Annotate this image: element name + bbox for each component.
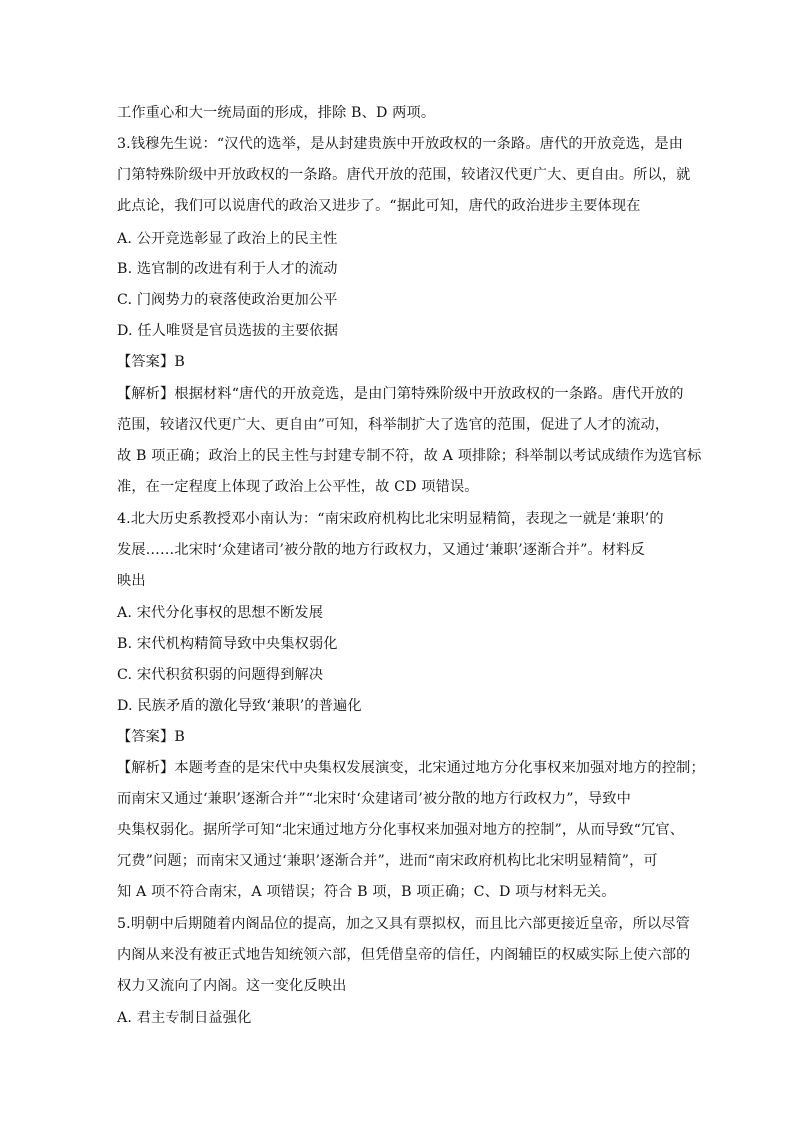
question-3-stem: 3.钱穆先生说：“汉代的选举，是从封建贵族中开放政权的一条路。唐代的开放竞选，是由 (117, 136, 684, 152)
answer-label: 【答案】B (117, 354, 185, 370)
text-line: 知 A 项不符合南宋，A 项错误；符合 B 项，B 项正确；C、D 项与材料无关。 (117, 884, 616, 900)
option-a: A. 公开竞选彰显了政治上的民主性 (117, 231, 338, 247)
analysis-text: 【解析】根据材料“唐代的开放竞选，是由门第特殊阶级中开放政权的一条路。唐代开放的 (117, 386, 684, 402)
question-5-stem: 5.明朝中后期随着内阁品位的提高，加之又具有票拟权，而且比六部更接近皇帝，所以尽管 (117, 916, 691, 932)
text-line: 映出 (117, 573, 146, 589)
option-d: D. 任人唯贤是官员选拔的主要依据 (117, 323, 339, 339)
text-line: 故 B 项正确；政治上的民主性与封建专制不符，故 A 项排除；科举制以考试成绩作为选官标 (117, 448, 702, 464)
answer-label: 【答案】B (117, 729, 185, 745)
text-line: 工作重心和大一统局面的形成，排除 B、D 两项。 (117, 105, 436, 121)
option-b: B. 选官制的改进有利于人才的流动 (117, 261, 338, 277)
text-line: 权力又流向了内阁。这一变化反映出 (117, 978, 347, 994)
question-4-stem: 4.北大历史系教授邓小南认为：“南宋政府机构比北宋明显精简，表现之一就是‘兼职’的 (117, 511, 664, 527)
text-line: 范围，较诸汉代更广大、更自由”可知，科举制扩大了选官的范围，促进了人才的流动， (117, 417, 670, 433)
option-c: C. 宋代积贫积弱的问题得到解决 (117, 667, 324, 683)
text-line: 冗费”问题；而南宋又通过‘兼职’逐渐合并”，进而“南宋政府机构比北宋明显精简”，可 (117, 853, 658, 869)
text-line: 内阁从来没有被正式地告知统领六部，但凭借皇帝的信任，内阁辅臣的权威实际上使六部的 (117, 947, 691, 963)
text-line: 而南宋又通过‘兼职’逐渐合并”“北宋时‘众建诸司’被分散的地方行政权力”，导致中 (117, 791, 631, 807)
text-line: 央集权弱化。据所学可知“北宋通过地方分化事权来加强对地方的控制”，从而导致“冗官、 (117, 822, 685, 838)
text-line: 门第特殊阶级中开放政权的一条路。唐代开放的范围，较诸汉代更广大、更自由。所以，就 (117, 167, 691, 183)
analysis-text: 【解析】本题考查的是宋代中央集权发展演变，北宋通过地方分化事权来加强对地方的控制； (117, 760, 705, 776)
text-line: 此点论，我们可以说唐代的政治又进步了。“据此可知，唐代的政治进步主要体现在 (117, 198, 641, 214)
option-a: A. 宋代分化事权的思想不断发展 (117, 605, 324, 621)
option-b: B. 宋代机构精简导致中央集权弱化 (117, 636, 338, 652)
option-c: C. 门阀势力的衰落使政治更加公平 (117, 292, 338, 308)
option-d: D. 民族矛盾的激化导致‘兼职’的普遍化 (117, 698, 362, 714)
text-line: 准，在一定程度上体现了政治上公平性，故 CD 项错误。 (117, 479, 479, 495)
option-a: A. 君主专制日益强化 (117, 1010, 252, 1026)
text-line: 发展……北宋时‘众建诸司’被分散的地方行政权力，又通过‘兼职’逐渐合并”。材料反 (117, 542, 645, 558)
